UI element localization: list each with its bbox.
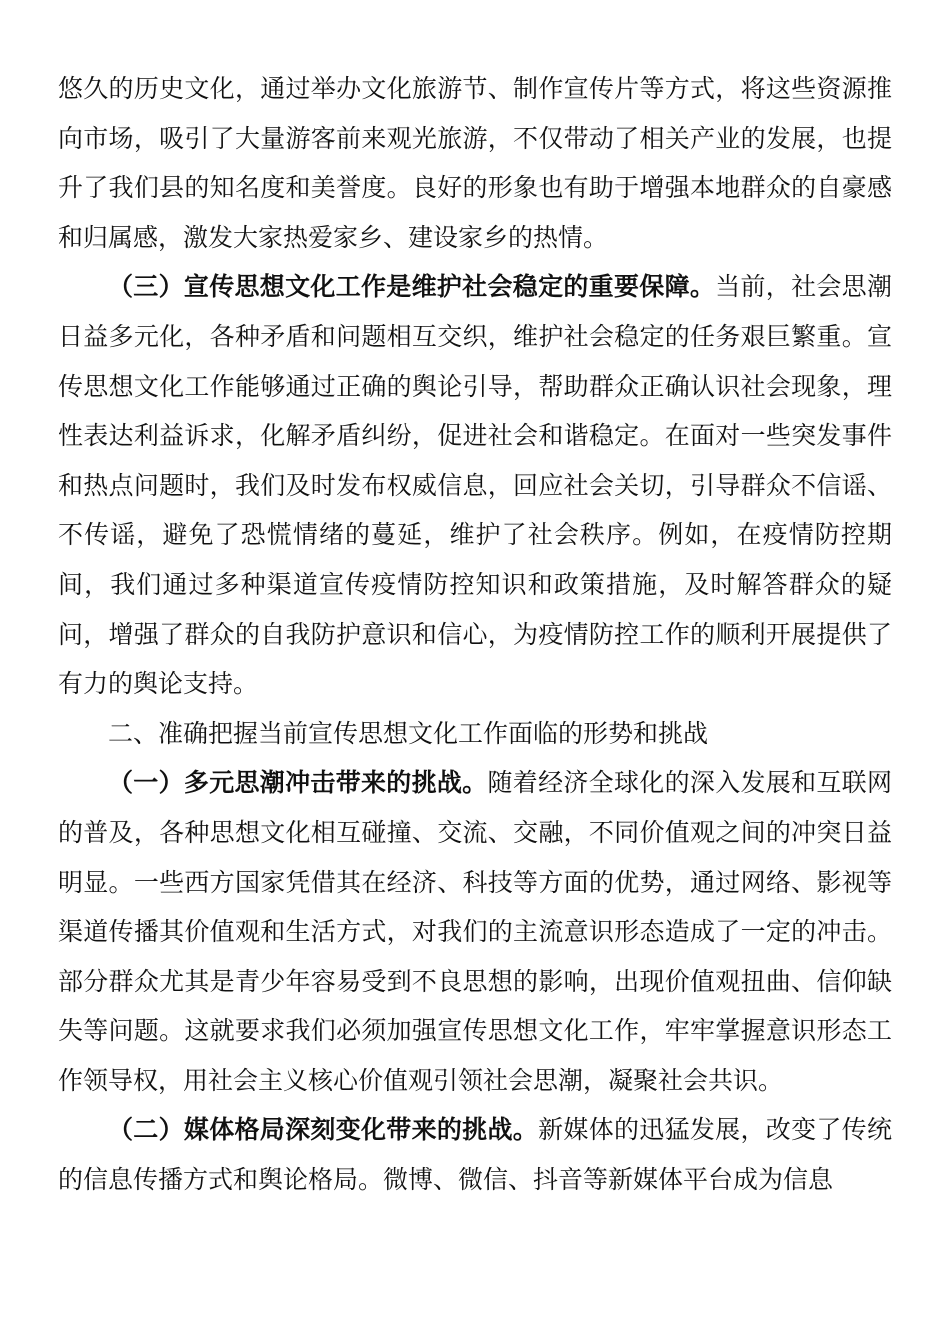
paragraph-text: 随着经济全球化的深入发展和互联网的普及，各种思想文化相互碰撞、交流、交融，不同价值观之间的冲突日益明显。一些西方国家凭借其在经济、科技等方面的优势，通过网络、影视等渠道传播其价值观和生活方式，对我们的主流意识形态造成了一定的冲击。部分群众尤其是青少年容易受到不良思想的影响，出现价值观扭曲、信仰缺失等问题。这就要求我们必须加强宣传思想文化工作，牢牢掌握意识形态工作领导权，用社会主义核心价值观引领社会思潮，凝聚社会共识。 (58, 768, 892, 1095)
document-page (58, 64, 892, 1205)
section-heading-text: 二、准确把握当前宣传思想文化工作面临的形势和挑战 (108, 718, 709, 748)
paragraph-subsection-2 (58, 1105, 892, 1204)
paragraph-subsection-3 (58, 262, 892, 708)
section-heading (58, 709, 892, 759)
subsection-lead: （三）宣传思想文化工作是维护社会稳定的重要保障。 (108, 272, 716, 302)
paragraph-text: 新媒体的迅猛发展，改变了传统的信息传播方式和舆论格局。微博、微信、抖音等新媒体平台成为信息 (58, 1115, 892, 1195)
paragraph-text: 当前，社会思潮日益多元化，各种矛盾和问题相互交织，维护社会稳定的任务艰巨繁重。宣传思想文化工作能够通过正确的舆论引导，帮助群众正确认识社会现象，理性表达利益诉求，化解矛盾纠纷，促进社会和谐稳定。在面对一些突发事件和热点问题时，我们及时发布权威信息，回应社会关切，引导群众不信谣、不传谣，避免了恐慌情绪的蔓延，维护了社会秩序。例如，在疫情防控期间，我们通过多种渠道宣传疫情防控知识和政策措施，及时解答群众的疑问，增强了群众的自我防护意识和信心，为疫情防控工作的顺利开展提供了有力的舆论支持。 (58, 272, 892, 699)
paragraph-continuation (58, 64, 892, 262)
subsection-lead: （二）媒体格局深刻变化带来的挑战。 (108, 1115, 539, 1145)
subsection-lead: （一）多元思潮冲击带来的挑战。 (108, 768, 488, 798)
paragraph-text: 悠久的历史文化，通过举办文化旅游节、制作宣传片等方式，将这些资源推向市场，吸引了大量游客前来观光旅游，不仅带动了相关产业的发展，也提升了我们县的知名度和美誉度。良好的形象也有助于增强本地群众的自豪感和归属感，激发大家热爱家乡、建设家乡的热情。 (58, 74, 892, 252)
paragraph-subsection-1 (58, 758, 892, 1105)
